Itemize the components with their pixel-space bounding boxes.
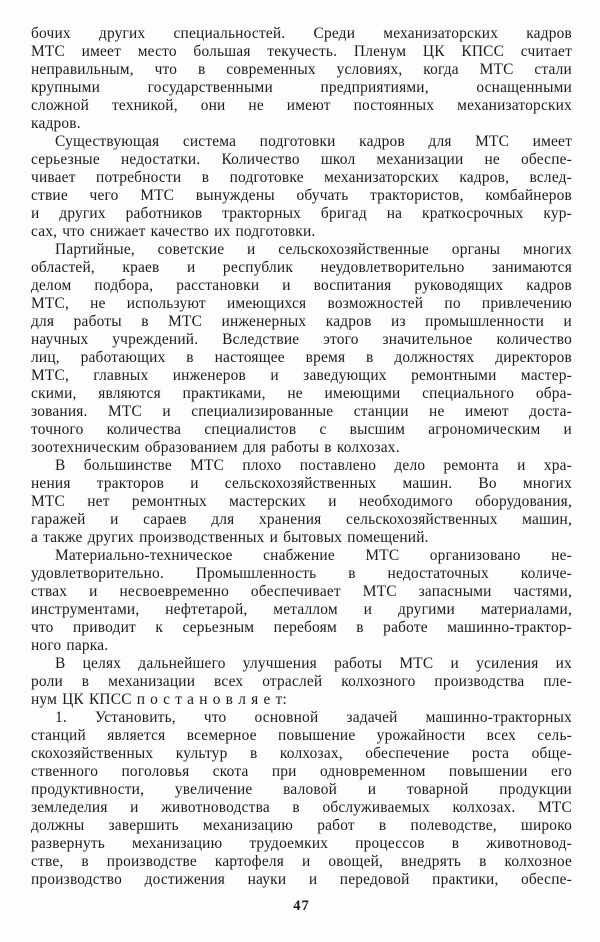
- text-line: Партийные, советские и сельскохозяйственные органы многих: [55, 241, 572, 258]
- text-line: ствие чего МТС вынуждены обучать трактористов, комбайнеров: [31, 187, 572, 204]
- text-line: неправильным, что в современных условиях, когда МТС стали: [31, 61, 572, 78]
- text-line: должны завершить механизацию работ в полеводстве, широко: [31, 817, 572, 834]
- text-line: крупными государственными предприятиями, оснащенными: [31, 79, 572, 96]
- text-line: МТС имеет место большая текучесть. Пленум ЦК КПСС считает: [31, 43, 572, 60]
- text-line: инструментами, нефтетарой, металлом и другими материалами,: [31, 601, 572, 618]
- text-line: научных учреждений. Вследствие этого значительное количество: [31, 331, 572, 348]
- text-line: кадров.: [31, 115, 81, 132]
- text-line: и других работников тракторных бригад на краткосрочных кур-: [31, 205, 572, 222]
- text-line: скими, являются практиками, не имеющими специального обра-: [31, 385, 572, 402]
- text-line: делом подбора, расстановки и воспитания руководящих кадров: [31, 277, 572, 294]
- paragraph: [31, 25, 572, 133]
- text-line: областей, краев и республик неудовлетворительно занимаются: [31, 259, 572, 276]
- paragraph: [31, 133, 572, 241]
- paragraph: [31, 655, 572, 709]
- paragraph: [31, 457, 572, 547]
- text-line: лиц, работающих в настоящее время в должностях директоров: [31, 349, 572, 366]
- text-line: В большинстве МТС плохо поставлено дело ремонта и хра-: [55, 457, 572, 474]
- page-number: 47: [293, 898, 310, 914]
- text-line: станций является всемерное повышение урожайности всех сель-: [31, 727, 572, 744]
- text-line: что приводит к серьезным перебоям в работе машинно-трактор-: [31, 619, 572, 636]
- text-line: МТС, не используют имеющихся возможностей по привлечению: [31, 295, 572, 312]
- text-line: стве, в производстве картофеля и овощей, внедрять в колхозное: [31, 853, 572, 870]
- text-line: МТС нет ремонтных мастерских и необходимого оборудования,: [31, 493, 572, 510]
- text-line: нум ЦК КПСС п о с т а н о в л я е т:: [31, 691, 287, 708]
- text-line: точного количества специалистов с высшим агрономическим и: [31, 421, 572, 438]
- text-line: МТС, главных инженеров и заведующих ремонтными мастер-: [31, 367, 572, 384]
- paragraph: [31, 241, 572, 457]
- text-line: зования. МТС и специализированные станции не имеют доста-: [31, 403, 572, 420]
- text-line: скохозяйственных культур в колхозах, обеспечение роста обще-: [31, 745, 572, 762]
- text-line: продуктивности, увеличение валовой и товарной продукции: [31, 781, 572, 798]
- text-line: земледелия и животноводства в обслуживаемых колхозах. МТС: [31, 799, 572, 816]
- text-line: зоотехническим образованием для работы в колхозах.: [31, 439, 400, 456]
- text-line: сах, что снижает качество их подготовки.: [31, 223, 316, 240]
- paragraph: [31, 709, 572, 889]
- text-line: чивает потребности в подготовке механизаторских кадров, вслед-: [31, 169, 572, 186]
- text-line: производство достижения науки и передовой практики, обеспе-: [31, 871, 572, 888]
- text-body: [31, 25, 572, 889]
- text-line: Существующая система подготовки кадров для МТС имеет: [55, 133, 572, 150]
- text-line: ственного поголовья скота при одновременном повышении его: [31, 763, 572, 780]
- text-line: сложной техникой, они не имеют постоянных механизаторских: [31, 97, 572, 114]
- text-line: ного парка.: [31, 637, 109, 654]
- text-line: В целях дальнейшего улучшения работы МТС и усиления их: [55, 655, 572, 672]
- text-line: 1. Установить, что основной задачей машинно-тракторных: [55, 709, 572, 726]
- text-line: для работы в МТС инженерных кадров из промышленности и: [31, 313, 572, 330]
- text-line: бочих других специальностей. Среди механизаторских кадров: [31, 25, 572, 42]
- text-line: нения тракторов и сельскохозяйственных машин. Во многих: [31, 475, 572, 492]
- text-line: серьезные недостатки. Количество школ механизации не обеспе-: [31, 151, 572, 168]
- text-line: гаражей и сараев для хранения сельскохозяйственных машин,: [31, 511, 572, 528]
- text-line: Материально-техническое снабжение МТС организовано не-: [55, 547, 572, 564]
- text-line: удовлетворительно. Промышленность в недостаточных количе-: [31, 565, 572, 582]
- text-line: развернуть механизацию трудоемких процессов в животновод-: [31, 835, 572, 852]
- text-line: ствах и несвоевременно обеспечивает МТС запасными частями,: [31, 583, 572, 600]
- text-line: роли в механизации всех отраслей колхозного производства пле-: [31, 673, 572, 690]
- text-line: а также других производственных и бытовых помещений.: [31, 529, 429, 546]
- paragraph: [31, 547, 572, 655]
